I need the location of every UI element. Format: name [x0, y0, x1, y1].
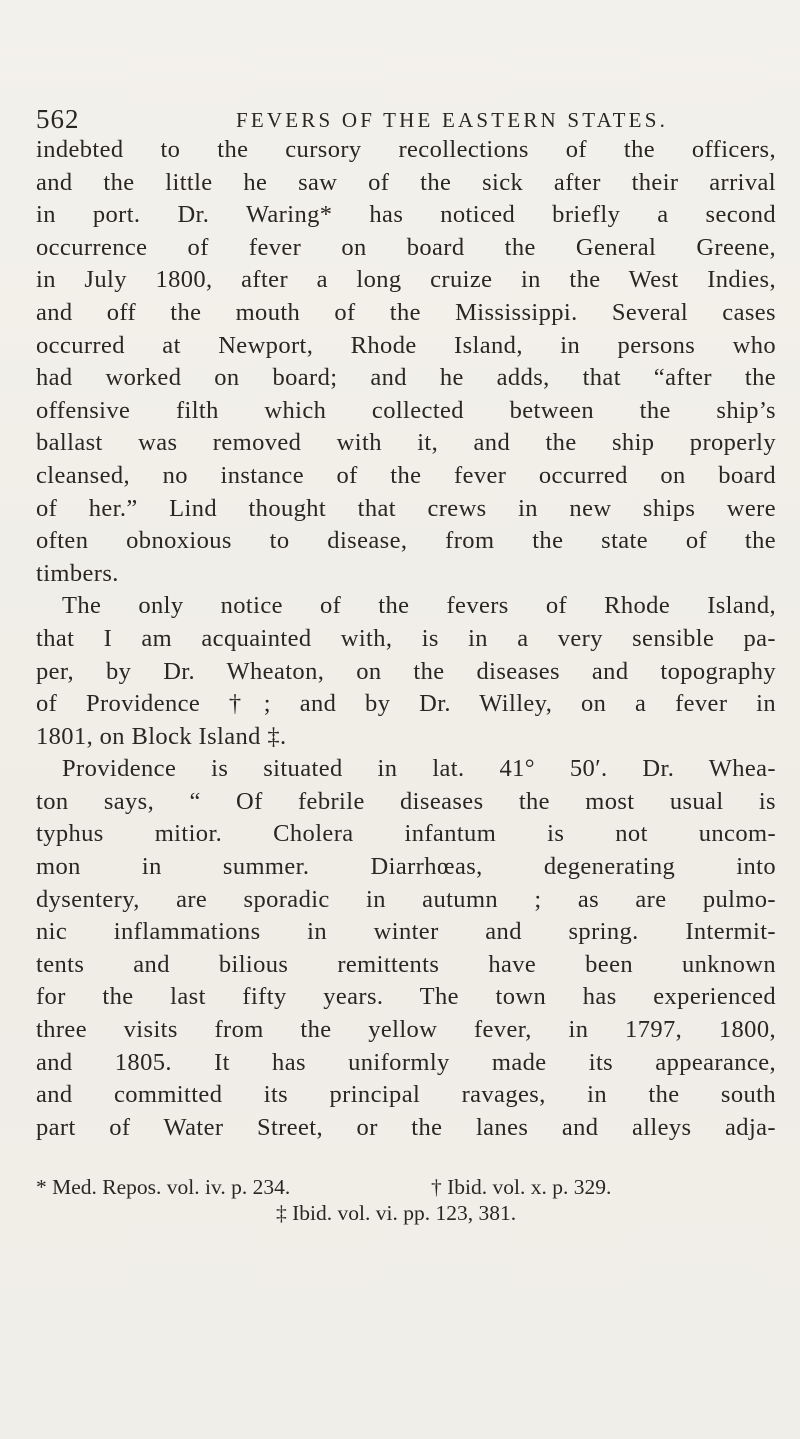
text-line: indebted to the cursory recollections of the officers, — [36, 136, 776, 163]
text-line: and 1805. It has uniformly made its appearance, — [36, 1048, 776, 1076]
text-line: often obnoxious to disease, from the state of the — [36, 527, 776, 555]
text-line: tents and bilious remittents have been unknown — [36, 950, 776, 978]
text-line: dysentery, are sporadic in autumn ; as are pulmo- — [36, 885, 776, 913]
text-line: offensive filth which collected between the ship’s — [36, 396, 776, 424]
text-line: cleansed, no instance of the fever occurred on board — [36, 461, 776, 489]
footnotes — [36, 1174, 776, 1226]
text-line: ballast was removed with it, and the ship properly — [36, 429, 776, 457]
text-line: nic inflammations in winter and spring. Intermit- — [36, 918, 776, 946]
footnote-row — [36, 1200, 776, 1226]
footnote-1: * Med. Repos. vol. iv. p. 234. — [36, 1175, 291, 1199]
text-line: Providence is situated in lat. 41° 50′. Dr. Whea- — [62, 755, 776, 783]
text-line: part of Water Street, or the lanes and alleys adja- — [36, 1113, 776, 1141]
text-line: three visits from the yellow fever, in 1797, 1800, — [36, 1016, 776, 1044]
text-line: per, by Dr. Wheaton, on the diseases and topography — [36, 657, 776, 685]
text-line: occurrence of fever on board the General Greene, — [36, 233, 776, 261]
page-header — [36, 104, 776, 134]
text-line: ton says, “ Of febrile diseases the most usual is — [36, 787, 776, 815]
page-number: 562 — [36, 104, 80, 134]
text-line: that I am acquainted with, is in a very sensible pa- — [36, 624, 776, 652]
text-line: The only notice of the fevers of Rhode Island, — [62, 592, 776, 620]
text-line: 1801, on Block Island ‡. — [36, 722, 287, 750]
text-line: and off the mouth of the Mississippi. Several cases — [36, 298, 776, 326]
text-line: and the little he saw of the sick after their arrival — [36, 168, 776, 196]
text-line: timbers. — [36, 559, 119, 587]
text-line: of Providence †; and by Dr. Willey, on a fever in — [36, 690, 776, 718]
footnote-row — [36, 1174, 776, 1200]
text-line: had worked on board; and he adds, that “after the — [36, 364, 776, 392]
text-line: in port. Dr. Waring* has noticed briefly a second — [36, 201, 776, 229]
footnote-2: † Ibid. vol. x. p. 329. — [431, 1175, 612, 1199]
text-line: occurred at Newport, Rhode Island, in persons who — [36, 331, 776, 359]
text-line: in July 1800, after a long cruize in the West Indies, — [36, 266, 776, 294]
running-title: FEVERS OF THE EASTERN STATES. — [236, 108, 669, 132]
text-line: of her.” Lind thought that crews in new ships were — [36, 494, 776, 522]
footnote-3: ‡ Ibid. vol. vi. pp. 123, 381. — [276, 1201, 517, 1225]
text-line: typhus mitior. Cholera infantum is not uncom- — [36, 820, 776, 848]
body-text — [36, 134, 776, 1144]
text-line: for the last fifty years. The town has experienced — [36, 983, 776, 1011]
text-line: mon in summer. Diarrhœas, degenerating into — [36, 853, 776, 881]
text-line: and committed its principal ravages, in the south — [36, 1081, 776, 1109]
